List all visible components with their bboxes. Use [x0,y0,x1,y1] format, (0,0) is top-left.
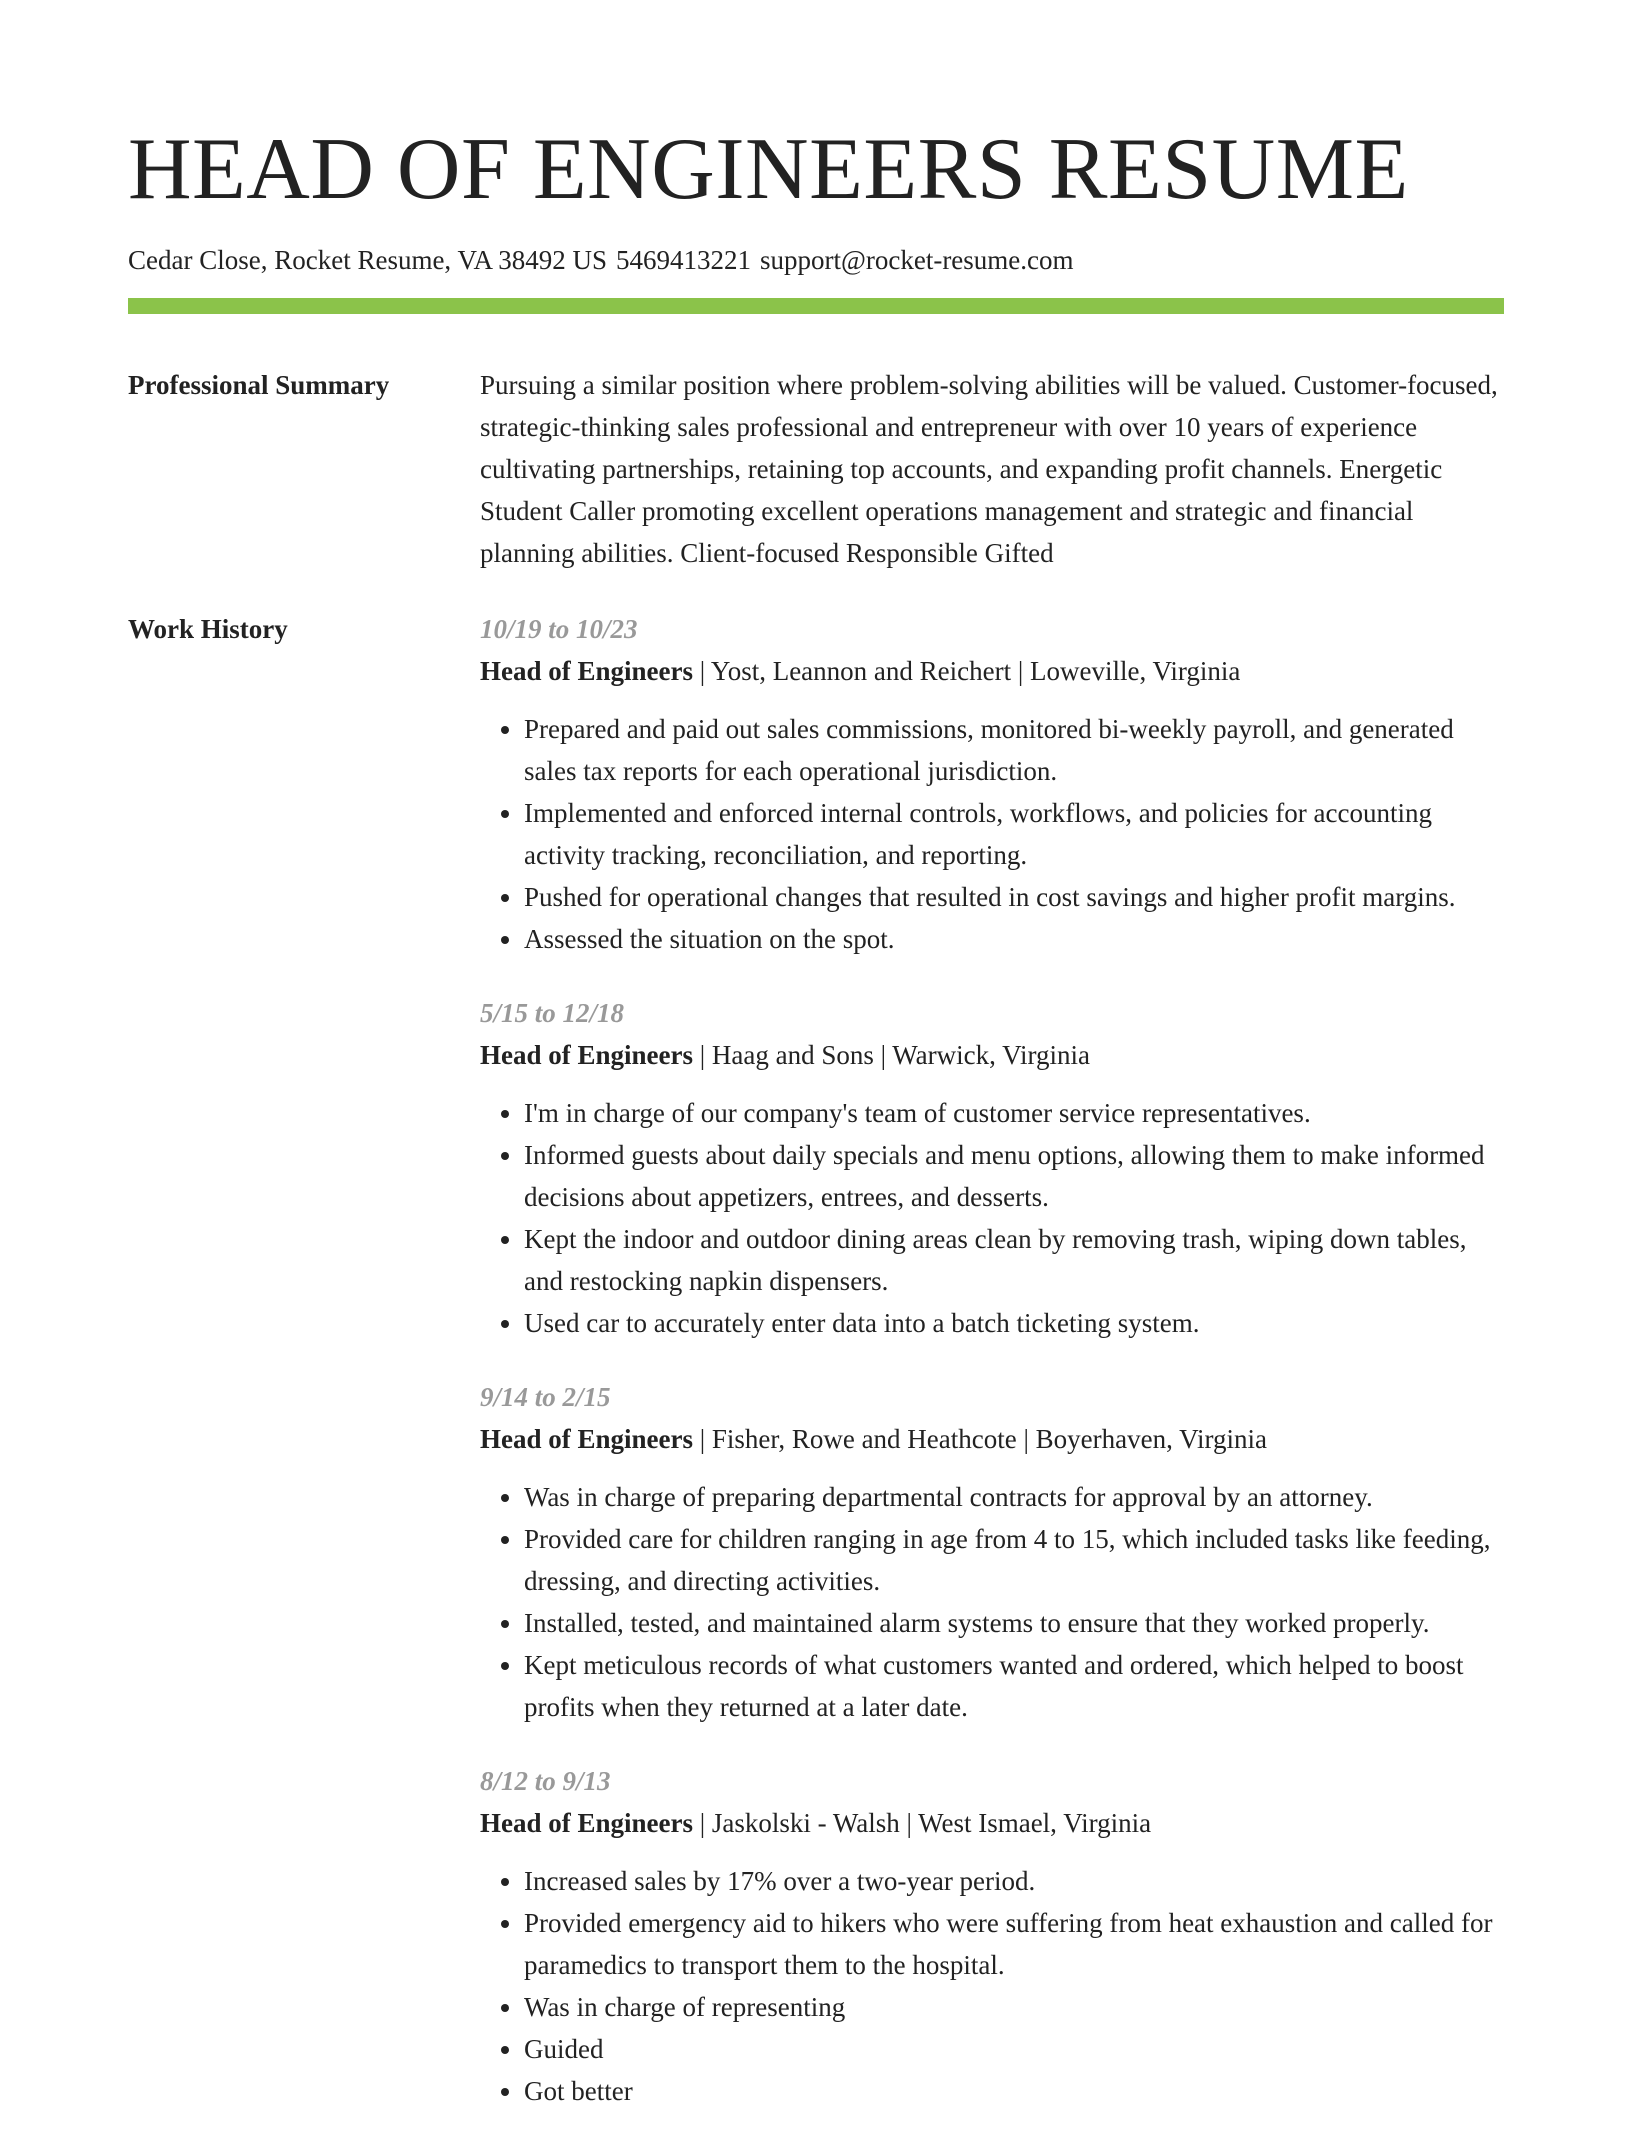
contact-phone: 5469413221 [616,245,751,275]
job-dates: 9/14 to 2/15 [480,1382,611,1412]
section-title-work-history: Work History [128,614,288,644]
resume-page [128,118,1504,2144]
duty-item: • Pushed for operational changes that resulted in cost savings and higher profit margins. [524,876,1504,918]
duties-list [480,1860,1504,2112]
duty-item: • Was in charge of preparing departmental contracts for approval by an attorney. [524,1476,1504,1518]
professional-summary-section [128,364,1504,574]
job-title: Head of Engineers [480,1424,693,1454]
job-heading [480,1802,1504,1844]
job-dates: 5/15 to 12/18 [480,998,625,1028]
job-dates: 10/19 to 10/23 [480,614,638,644]
duty-item: • Provided care for children ranging in age from 4 to 15, which included tasks like feeding, dressing, and directing activities. [524,1518,1504,1602]
job-entry [480,992,1504,1344]
duties-list [480,1476,1504,1728]
duty-item: • Informed guests about daily specials and menu options, allowing them to make informed decisions about appetizers, entrees, and desserts. [524,1134,1504,1218]
job-heading [480,650,1504,692]
duty-item: • Used car to accurately enter data into a batch ticketing system. [524,1302,1504,1344]
work-history-body [480,608,1504,2144]
duty-item: • Guided [524,2028,1504,2070]
summary-body [480,364,1504,574]
contact-email: support@rocket-resume.com [760,245,1074,275]
duty-item: • Got better [524,2070,1504,2112]
job-heading [480,1034,1504,1076]
job-details: | Jaskolski - Walsh | West Ismael, Virginia [693,1808,1152,1838]
job-details: | Fisher, Rowe and Heathcote | Boyerhaven, Virginia [693,1424,1267,1454]
duty-item: • Provided emergency aid to hikers who were suffering from heat exhaustion and called for paramedics to transport them to the hospital. [524,1902,1504,1986]
job-entry [480,1760,1504,2112]
duty-item: • Implemented and enforced internal controls, workflows, and policies for accounting activity tracking, reconciliation, and reporting. [524,792,1504,876]
duty-item: • Was in charge of representing [524,1986,1504,2028]
job-entry [480,608,1504,960]
duty-item: • I'm in charge of our company's team of customer service representatives. [524,1092,1504,1134]
job-heading [480,1418,1504,1460]
contact-address: Cedar Close, Rocket Resume, VA 38492 US [128,245,607,275]
job-dates: 8/12 to 9/13 [480,1766,611,1796]
summary-text: Pursuing a similar position where problem-solving abilities will be valued. Customer-focused, strategic-thinking sales professional and entrepreneur with over 10 years of experience cultivating partnerships, retaining top accounts, and expanding profit channels. Energetic Student Caller promoting excellent operations management and strategic and financial planning abilities. Client-focused Responsible Gifted [480,370,1498,568]
duties-list [480,1092,1504,1344]
work-history-section [128,608,1504,2144]
duty-item: • Prepared and paid out sales commissions, monitored bi-weekly payroll, and generated sales tax reports for each operational jurisdiction. [524,708,1504,792]
job-details: | Yost, Leannon and Reichert | Loweville, Virginia [693,656,1241,686]
job-title: Head of Engineers [480,1808,693,1838]
job-title: Head of Engineers [480,656,693,686]
job-title: Head of Engineers [480,1040,693,1070]
job-details: | Haag and Sons | Warwick, Virginia [693,1040,1090,1070]
accent-divider [128,298,1504,314]
job-entry [480,1376,1504,1728]
contact-line [128,242,1504,278]
duty-item: • Kept the indoor and outdoor dining areas clean by removing trash, wiping down tables, and restocking napkin dispensers. [524,1218,1504,1302]
duty-item: • Assessed the situation on the spot. [524,918,1504,960]
duty-item: • Kept meticulous records of what customers wanted and ordered, which helped to boost profits when they returned at a later date. [524,1644,1504,1728]
section-title-summary: Professional Summary [128,370,390,400]
duty-item: • Installed, tested, and maintained alarm systems to ensure that they worked properly. [524,1602,1504,1644]
duty-item: • Increased sales by 17% over a two-year period. [524,1860,1504,1902]
resume-title: HEAD OF ENGINEERS RESUME [128,121,1409,218]
duties-list [480,708,1504,960]
